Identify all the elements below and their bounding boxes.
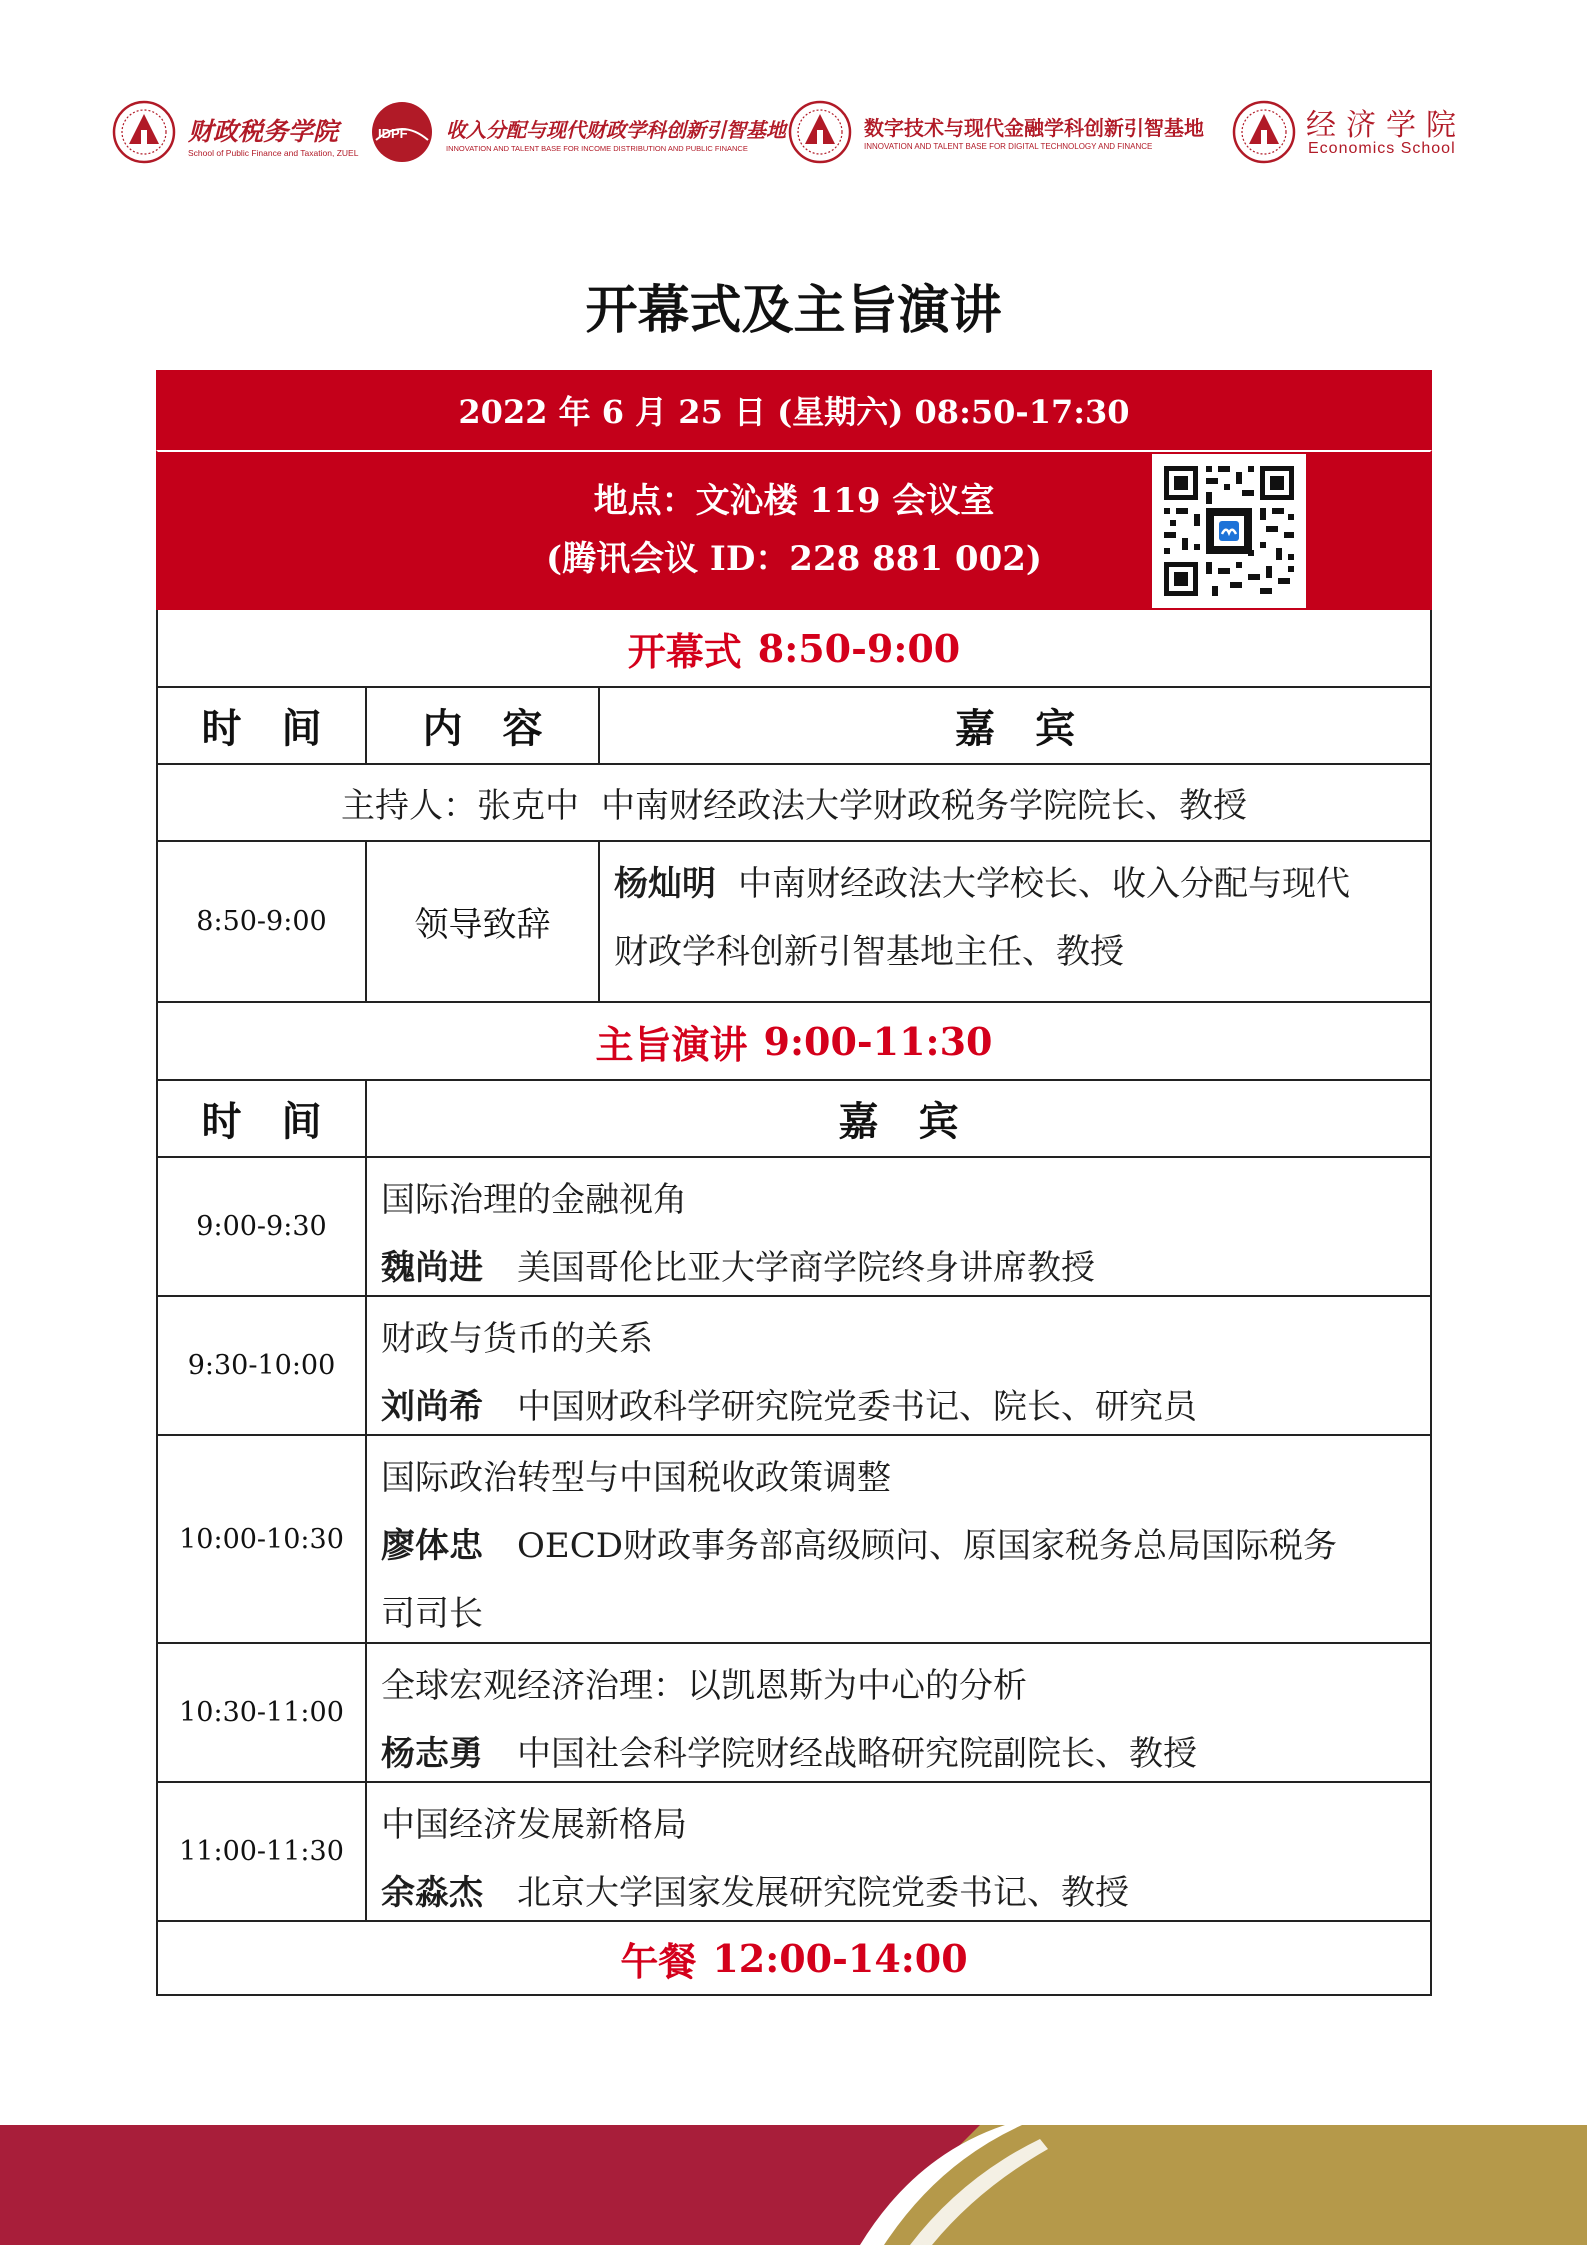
header-content: 内 容 — [367, 688, 600, 763]
host-title: 中南财经政法大学财政税务学院院长、教授 — [601, 786, 1247, 826]
keynote-column-headers — [156, 1081, 1432, 1158]
row-talk — [367, 1436, 1430, 1642]
speaker-affiliation: 美国哥伦比亚大学商学院终身讲席教授 — [517, 1248, 1095, 1288]
venue-row — [156, 450, 1432, 610]
header-time: 时 间 — [158, 688, 367, 763]
page-title: 开幕式及主旨演讲 — [585, 281, 1002, 341]
speaker-name: 廖体忠 — [381, 1526, 483, 1566]
date-text: 2022 年 6 月 25 日 (星期六) 08:50-17:30 — [458, 393, 1130, 431]
lunch-title: 午餐 — [620, 1939, 697, 1984]
opening-time: 8:50-9:00 — [757, 625, 961, 671]
guest-title: 中南财经政法大学校长、收入分配与现代 — [738, 864, 1350, 904]
header-guest: 嘉 宾 — [955, 706, 1075, 752]
footer-band — [0, 2125, 1587, 2245]
host-label: 主持人： — [341, 786, 477, 826]
row-time: 9:30-10:00 — [158, 1297, 367, 1434]
host-name: 张克中 — [477, 786, 579, 826]
speaker-name: 余淼杰 — [381, 1873, 483, 1913]
guest-name: 杨灿明 — [614, 864, 716, 904]
header-time: 时 间 — [158, 1081, 367, 1156]
row-talk — [367, 1297, 1430, 1434]
agenda-table — [156, 370, 1432, 1996]
row-content: 领导致辞 — [367, 842, 600, 1001]
lunch-row — [156, 1922, 1432, 1996]
table-row — [156, 1436, 1432, 1644]
opening-column-headers — [156, 688, 1432, 765]
speaker-affiliation: 中国社会科学院财经战略研究院副院长、教授 — [517, 1734, 1197, 1774]
university-emblem-icon — [112, 100, 176, 164]
row-time: 9:00-9:30 — [158, 1158, 367, 1295]
qr-code-icon — [1152, 454, 1306, 608]
talk-topic: 财政与货币的关系 — [381, 1319, 653, 1359]
idpf-badge-text: IDPF — [378, 126, 408, 141]
speaker-name: 杨志勇 — [381, 1734, 483, 1774]
venue-text: 地点：文沁楼 119 会议室 — [593, 481, 995, 521]
keynote-section-header — [156, 1003, 1432, 1081]
row-time: 8:50-9:00 — [158, 842, 367, 1001]
table-row — [156, 1297, 1432, 1436]
opening-section-header — [156, 610, 1432, 688]
row-talk — [367, 1644, 1430, 1781]
speaker-affiliation-continued: 司司长 — [381, 1594, 483, 1634]
logo-cn-text: 财政税务学院 — [188, 117, 339, 146]
table-row — [156, 1783, 1432, 1922]
logo-en-text: Economics School — [1308, 140, 1456, 157]
speaker-name: 魏尚进 — [381, 1248, 483, 1288]
lunch-time: 12:00-14:00 — [712, 1935, 968, 1981]
keynote-title: 主旨演讲 — [595, 1022, 748, 1067]
row-time: 10:30-11:00 — [158, 1644, 367, 1781]
logo-cn-text: 经济学院 — [1306, 108, 1466, 143]
table-row — [156, 1158, 1432, 1297]
logo-en-text: School of Public Finance and Taxation, ZUEL — [188, 148, 359, 158]
row-talk — [367, 1158, 1430, 1295]
meeting-id-text: (腾讯会议 ID：228 881 002) — [546, 539, 1042, 579]
table-row — [156, 842, 1432, 1003]
logo-cn-text: 收入分配与现代财政学科创新引智基地 — [446, 118, 786, 142]
table-row — [156, 1644, 1432, 1783]
logo-en-text: INNOVATION AND TALENT BASE FOR DIGITAL TECHNOLOGY AND FINANCE — [864, 142, 1153, 151]
row-talk — [367, 1783, 1430, 1920]
talk-topic: 国际政治转型与中国税收政策调整 — [381, 1458, 891, 1498]
logo-en-text: INNOVATION AND TALENT BASE FOR INCOME DISTRIBUTION AND PUBLIC FINANCE — [446, 144, 748, 153]
logo-cn-text: 数字技术与现代金融学科创新引智基地 — [864, 116, 1204, 140]
university-emblem-icon — [788, 100, 852, 164]
row-time: 10:00-10:30 — [158, 1436, 367, 1642]
talk-topic: 全球宏观经济治理：以凯恩斯为中心的分析 — [381, 1666, 1027, 1706]
logo-economics-school — [1232, 96, 1472, 176]
opening-title: 开幕式 — [627, 629, 742, 674]
date-row — [156, 370, 1432, 450]
guest-title-continued: 财政学科创新引智基地主任、教授 — [614, 932, 1124, 972]
keynote-time: 9:00-11:30 — [763, 1018, 993, 1064]
talk-topic: 中国经济发展新格局 — [381, 1805, 687, 1845]
speaker-affiliation: 北京大学国家发展研究院党委书记、教授 — [517, 1873, 1129, 1913]
header-guest: 嘉 宾 — [838, 1099, 959, 1145]
logo-digital-finance — [788, 96, 1308, 176]
host-row — [156, 765, 1432, 842]
speaker-affiliation: 中国财政科学研究院党委书记、院长、研究员 — [517, 1387, 1197, 1427]
speaker-name: 刘尚希 — [381, 1387, 483, 1427]
qr-code-graphic — [1152, 454, 1306, 608]
logo-school-public-finance — [112, 96, 359, 176]
university-emblem-icon — [1232, 100, 1296, 164]
logo-header — [112, 96, 1472, 176]
speaker-affiliation: OECD财政事务部高级顾问、原国家税务总局国际税务 — [517, 1526, 1337, 1566]
row-time: 11:00-11:30 — [158, 1783, 367, 1920]
talk-topic: 国际治理的金融视角 — [381, 1180, 687, 1220]
row-guest — [600, 842, 1430, 1001]
